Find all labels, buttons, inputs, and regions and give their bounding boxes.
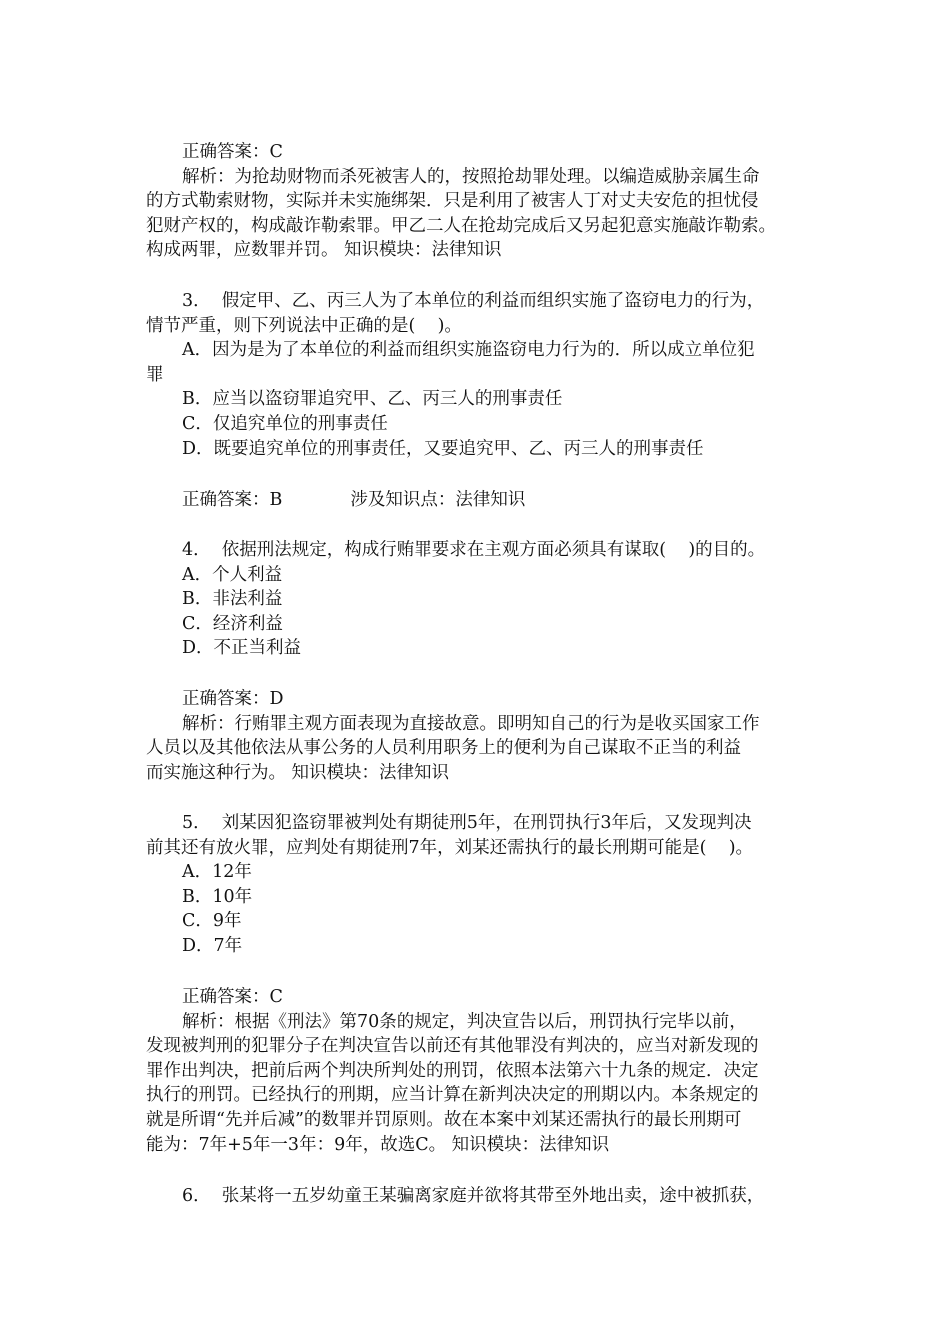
answer-line: 正确答案：C <box>182 987 283 1007</box>
option-c: C．仅追究单位的刑事责任 <box>182 413 388 434</box>
question-stem: 情节严重，则下列说法中正确的是( )。 <box>146 315 462 336</box>
explanation-line: 解析：行贿罪主观方面表现为直接故意。即明知自己的行为是收买国家工作 <box>182 713 760 734</box>
explanation-line: 构成两罪，应数罪并罚。 知识模块：法律知识 <box>146 240 502 261</box>
q5-answer-block <box>146 985 810 1157</box>
explanation-line: 发现被判刑的犯罪分子在判决宣告以前还有其他罪没有判决的，应当对新发现的 <box>146 1036 759 1057</box>
explanation-line: 罪作出判决，把前后两个判决所判处的刑罚，依照本法第六十九条的规定．决定 <box>146 1060 759 1081</box>
option-d: D．不正当利益 <box>182 638 302 659</box>
question-stem: 5． 刘某因犯盗窃罪被判处有期徒刑5年，在刑罚执行3年后，又发现判决 <box>182 813 752 833</box>
answer-line: 正确答案：D <box>182 689 284 709</box>
question-stem: 3． 假定甲、乙、丙三人为了本单位的利益而组织实施了盗窃电力的行为， <box>182 291 765 311</box>
option-a: A．12年 <box>182 862 252 883</box>
q2-answer-block <box>146 140 810 263</box>
option-a: A．个人利益 <box>182 564 283 585</box>
option-b: B．应当以盗窃罪追究甲、乙、丙三人的刑事责任 <box>182 389 563 410</box>
explanation-line: 而实施这种行为。 知识模块：法律知识 <box>146 762 450 783</box>
q4-answer-block <box>146 687 810 785</box>
option-b: B．10年 <box>182 886 253 907</box>
answer-line: 正确答案：B <box>182 490 283 510</box>
explanation-line: 的方式勒索财物，实际并未实施绑架．只是利用了被害人丁对丈夫安危的担忧侵 <box>146 191 759 212</box>
knowledge-point: 涉及知识点：法律知识 <box>350 490 526 510</box>
option-b: B．非法利益 <box>182 589 283 610</box>
option-c: C．9年 <box>182 911 242 932</box>
option-c: C．经济利益 <box>182 613 283 634</box>
explanation-line: 人员以及其他依法从事公务的人员利用职务上的便利为自己谋取不正当的利益 <box>146 738 741 759</box>
option-a-continued: 罪 <box>146 364 164 385</box>
question-stem: 4． 依据刑法规定，构成行贿罪要求在主观方面必须具有谋取( )的目的。 <box>182 540 766 560</box>
question-5 <box>146 811 810 959</box>
question-stem: 6． 张某将一五岁幼童王某骗离家庭并欲将其带至外地出卖，途中被抓获， <box>182 1186 765 1206</box>
question-3 <box>146 289 810 461</box>
explanation-line: 犯财产权的，构成敲诈勒索罪。甲乙二人在抢劫完成后又另起犯意实施敲诈勒索。 <box>146 215 776 236</box>
option-d: D．7年 <box>182 935 243 956</box>
answer-line: 正确答案：C <box>182 142 283 162</box>
explanation-line: 能为：7年+5年一3年：9年，故选C。 知识模块：法律知识 <box>146 1134 610 1155</box>
option-d: D．既要追究单位的刑事责任，又要追究甲、乙、丙三人的刑事责任 <box>182 438 704 459</box>
question-stem: 前其还有放火罪，应判处有期徒刑7年，刘某还需执行的最长刑期可能是( )。 <box>146 837 754 858</box>
question-4 <box>146 538 810 661</box>
explanation-line: 解析：根据《刑法》第70条的规定，判决宣告以后，刑罚执行完毕以前， <box>182 1011 747 1032</box>
question-6 <box>146 1184 810 1209</box>
explanation-line: 执行的刑罚。已经执行的刑期，应当计算在新判决决定的刑期以内。本条规定的 <box>146 1085 759 1106</box>
option-a: A．因为是为了本单位的利益而组织实施盗窃电力行为的．所以成立单位犯 <box>182 340 755 361</box>
explanation-line: 就是所谓“先并后减”的数罪并罚原则。故在本案中刘某还需执行的最长刑期可 <box>146 1109 742 1130</box>
q3-answer-block <box>146 488 810 513</box>
explanation-line: 解析：为抢劫财物而杀死被害人的，按照抢劫罪处理。以编造威胁亲属生命 <box>182 166 760 187</box>
